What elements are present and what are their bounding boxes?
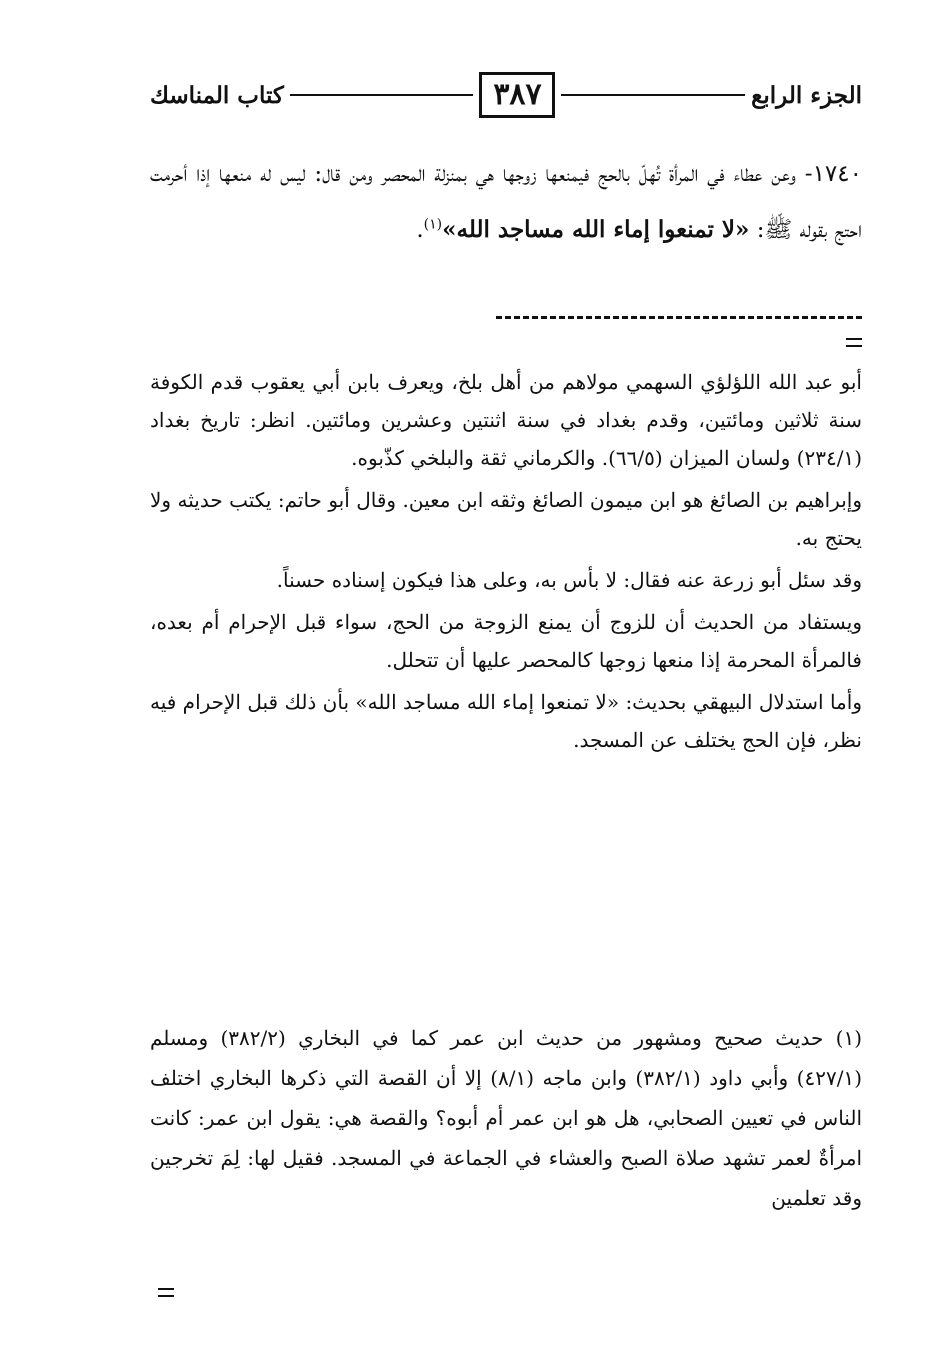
footnote-item (150, 1018, 862, 1218)
continuation-mark (846, 338, 862, 347)
footnote-separator (496, 316, 862, 319)
note-paragraph: أبو عبد الله اللؤلؤي السهمي مولاهم من أهل بلخ، ويعرف بابن أبي يعقوب قدم الكوفة سنة ثلاثين ومائتين، وقدم بغداد في سنة اثنتين وعشرين ومائتين. انظر: تاريخ بغداد (٢٣٤/١) ولسان الميزان (٦٦/٥). والكرماني ثقة والبلخي كذّبوه. (150, 370, 862, 470)
page-number: ٣٨٧ (479, 72, 555, 118)
header-rule-right (561, 94, 745, 96)
note-paragraph: وقد سئل أبو زرعة عنه فقال: لا بأس به، وعلى هذا فيكون إسناده حسناً. (276, 568, 862, 592)
main-text-body: وعن عطاء في المرأة تُهلّ بالحج فيمنعها زوجها هي بمنزلة المحصر ومن قال: ليس له منعها إذا أحرمت احتج بقوله ﷺ: (150, 161, 862, 243)
continuation-mark (158, 1288, 174, 1297)
note-paragraph: وأما استدلال البيهقي بحديث: «لا تمنعوا إماء الله مساجد الله» بأن ذلك قبل الإحرام فيه نظر، فإن الحج يختلف عن المسجد. (150, 690, 862, 752)
footnote-text: حديث صحيح ومشهور من حديث ابن عمر كما في البخاري (٣٨٢/٢) ومسلم (٤٢٧/١) وأبي داود (٣٨٢/١) وابن ماجه (٨/١) إلا أن القصة التي ذكرها البخاري اختلف الناس في تعيين الصحابي، هل هو ابن عمر أم أبوه؟ والقصة هي: يقول ابن عمر: كانت امرأةٌ لعمر تشهد صلاة الصبح والعشاء في الجماعة في المسجد. فقيل لها: لِمَ تخرجين وقد تعلمين (150, 1026, 862, 1210)
note-paragraph: ويستفاد من الحديث أن للزوج أن يمنع الزوجة من الحج، سواء قبل الإحرام أم بعده، فالمرأة المحرمة إذا منعها زوجها كالمحصر عليها أن تتحلل. (150, 610, 862, 672)
notes-section (150, 363, 862, 763)
main-text-end: . (416, 217, 424, 243)
main-text (150, 146, 862, 258)
footnote-marker: (١) (835, 1026, 862, 1050)
note-paragraph: وإبراهيم بن الصائغ هو ابن ميمون الصائغ وثقه ابن معين. وقال أبو حاتم: يكتب حديثه ولا يحتج به. (150, 488, 862, 550)
hadith-quote: «لا تمنعوا إماء الله مساجد الله» (442, 216, 750, 243)
hadith-number: ١٧٤٠- (804, 161, 862, 187)
footnote-section (150, 1018, 862, 1218)
page-header (150, 70, 862, 120)
header-book-title: كتاب المناسك (150, 81, 284, 109)
footnote-reference: (١) (423, 216, 443, 233)
header-rule-left (290, 94, 474, 96)
header-part: الجزء الرابع (751, 81, 862, 109)
